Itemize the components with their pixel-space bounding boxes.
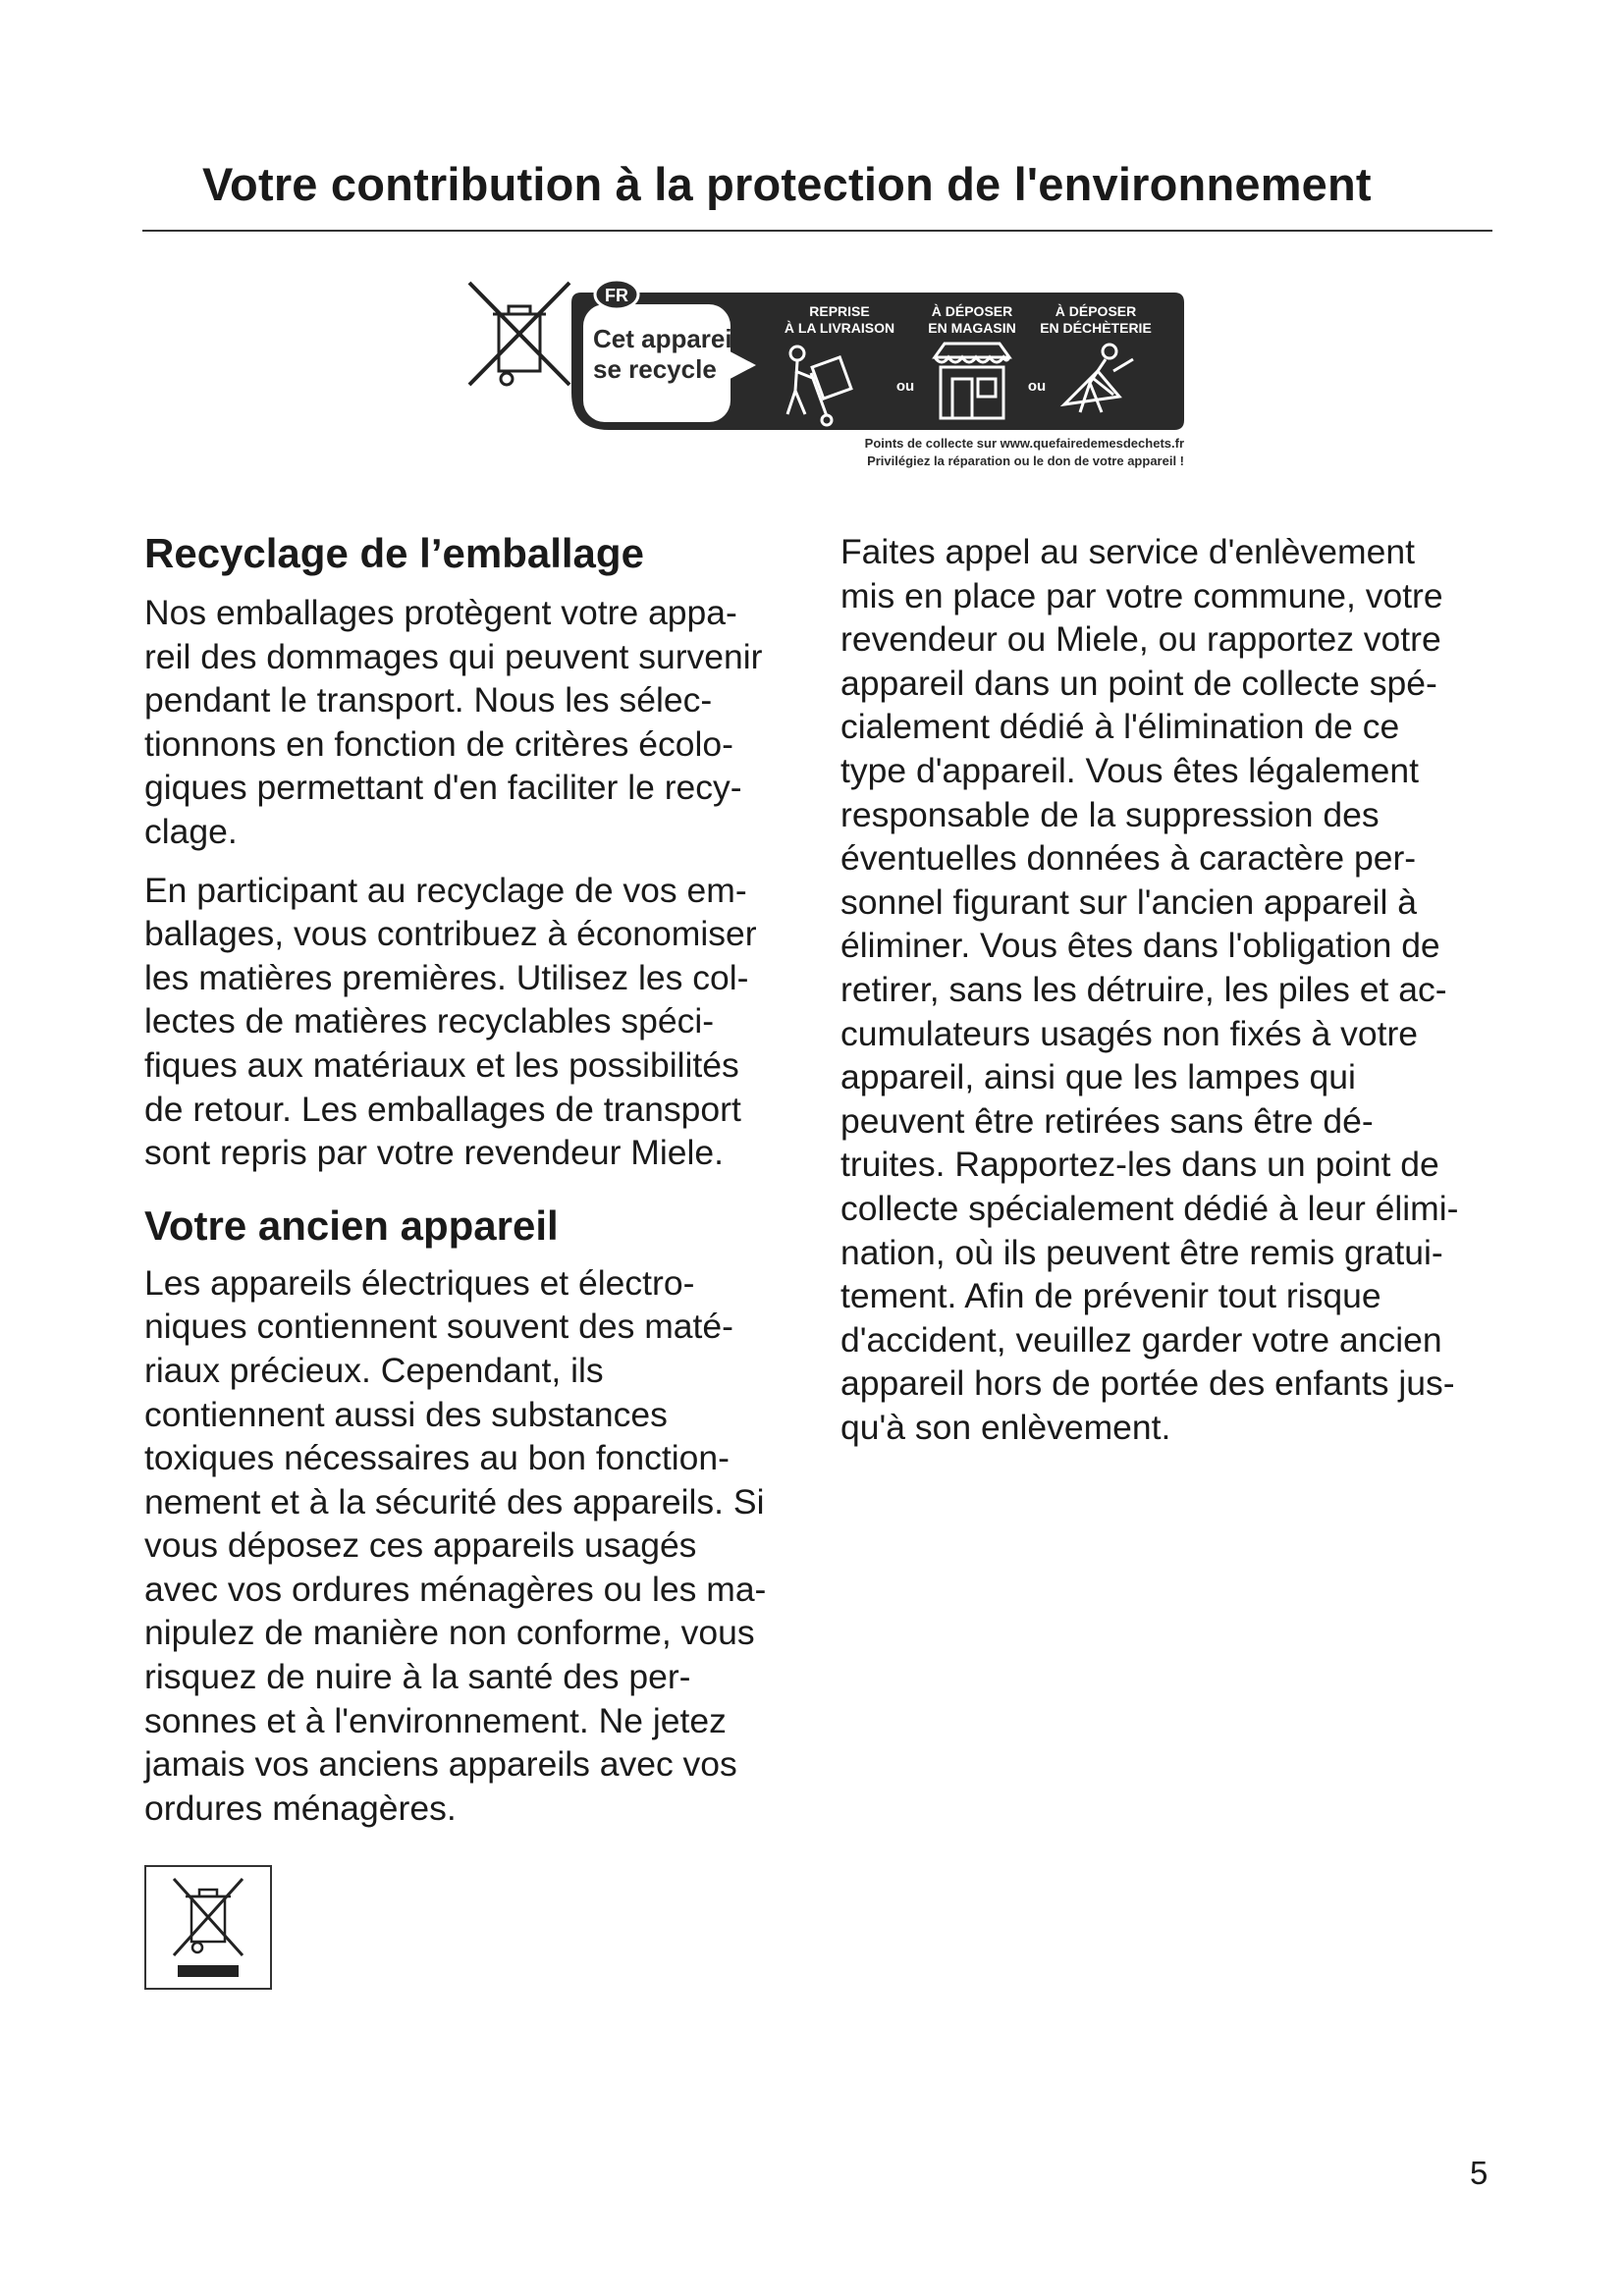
text-line: éliminer. Vous êtes dans l'obligation de xyxy=(840,926,1440,966)
page-title: Votre contribution à la protection de l'environnement xyxy=(202,158,1372,210)
text-line: niques contiennent souvent des maté- xyxy=(144,1307,733,1347)
text-line: riaux précieux. Cependant, ils xyxy=(144,1350,604,1390)
crossed-out-wheelie-bin-icon xyxy=(146,1867,270,1988)
text-line: retirer, sans les détruire, les piles et ac- xyxy=(840,969,1447,1009)
triman-footer-line-1: Points de collecte sur www.quefairedemesdechets.fr xyxy=(864,436,1184,451)
text-line: type d'appareil. Vous êtes légalement xyxy=(840,750,1419,790)
text-line: cialement dédié à l'élimination de ce xyxy=(840,707,1400,747)
separator-1: ou xyxy=(895,378,915,395)
text-line: pendant le transport. Nous les sélec- xyxy=(144,680,713,721)
text-line: Faites appel au service d'enlèvement xyxy=(840,532,1415,571)
option-1-line-1: REPRISE xyxy=(809,303,870,319)
text-line: appareil dans un point de collecte spé- xyxy=(840,663,1437,703)
text-line: ordures ménagères. xyxy=(144,1788,457,1828)
crossed-out-wheelie-bin-icon xyxy=(469,283,569,385)
text-line: nement et à la sécurité des appareils. Si xyxy=(144,1481,765,1522)
text-line: nipulez de manière non conforme, vous xyxy=(144,1613,755,1653)
text-line: éventuelles données à caractère per- xyxy=(840,838,1417,879)
text-line: appareil, ainsi que les lampes qui xyxy=(840,1057,1356,1097)
heading-old-appliance: Votre ancien appareil xyxy=(144,1201,559,1249)
title-divider xyxy=(142,230,1492,232)
page-number: 5 xyxy=(1470,2155,1489,2191)
text-line: responsable de la suppression des xyxy=(840,794,1380,834)
triman-main-text-line-1: Cet appareil xyxy=(593,324,739,353)
option-2-line-1: À DÉPOSER xyxy=(931,303,1013,319)
text-line: Nos emballages protègent votre appa- xyxy=(144,593,737,632)
paragraph-old-appliance xyxy=(144,1261,812,1831)
text-line: sonnel figurant sur l'ancien appareil à xyxy=(840,881,1417,922)
text-line: tionnons en fonction de critères écolo- xyxy=(144,723,733,764)
text-line: revendeur ou Miele, ou rapportez votre xyxy=(840,619,1441,660)
option-1-line-2: À LA LIVRAISON xyxy=(784,320,895,336)
option-2-line-2: EN MAGASIN xyxy=(928,320,1016,336)
text-line: d'accident, veuillez garder votre ancien xyxy=(840,1319,1442,1360)
text-line: clage. xyxy=(144,811,238,851)
text-line: les matières premières. Utilisez les col- xyxy=(144,957,749,997)
option-3-line-1: À DÉPOSER xyxy=(1055,303,1137,319)
triman-footer-line-2: Privilégiez la réparation ou le don de votre appareil ! xyxy=(867,454,1184,468)
text-line: fiques aux matériaux et les possibilités xyxy=(144,1044,739,1085)
text-line: reil des dommages qui peuvent survenir xyxy=(144,636,763,676)
heading-packaging-recycling: Recyclage de l’emballage xyxy=(144,530,644,576)
text-line: de retour. Les emballages de transport xyxy=(144,1089,741,1129)
triman-recycling-logo xyxy=(461,277,1188,473)
text-line: Les appareils électriques et électro- xyxy=(144,1262,695,1303)
country-badge-text: FR xyxy=(605,286,628,305)
paragraph-disposal xyxy=(840,530,1508,1449)
paragraph-packaging-2 xyxy=(144,869,812,1175)
text-line: appareil hors de portée des enfants jus- xyxy=(840,1363,1455,1404)
option-3-line-2: EN DÉCHÈTERIE xyxy=(1040,320,1152,336)
text-line: vous déposez ces appareils usagés xyxy=(144,1525,697,1566)
right-column xyxy=(840,530,1508,1449)
text-line: sonnes et à l'environnement. Ne jetez xyxy=(144,1700,727,1740)
text-line: collecte spécialement dédié à leur élimi- xyxy=(840,1188,1459,1228)
text-line: risquez de nuire à la santé des per- xyxy=(144,1657,691,1697)
text-line: lectes de matières recyclables spéci- xyxy=(144,1001,715,1041)
weee-symbol xyxy=(144,1865,272,1990)
text-line: tement. Afin de prévenir tout risque xyxy=(840,1276,1381,1316)
text-line: sont repris par votre revendeur Miele. xyxy=(144,1133,724,1173)
paragraph-packaging-1 xyxy=(144,591,812,854)
separator-2: ou xyxy=(1027,378,1047,395)
text-line: truites. Rapportez-les dans un point de xyxy=(840,1145,1439,1185)
text-line: cumulateurs usagés non fixés à votre xyxy=(840,1013,1419,1053)
text-line: giques permettant d'en faciliter le recy- xyxy=(144,768,742,808)
text-line: qu'à son enlèvement. xyxy=(840,1407,1171,1447)
triman-main-text-line-2: se recycle xyxy=(593,354,717,384)
left-column xyxy=(144,528,812,1830)
text-line: mis en place par votre commune, votre xyxy=(840,575,1443,615)
text-line: En participant au recyclage de vos em- xyxy=(144,870,747,910)
text-line: ballages, vous contribuez à économiser xyxy=(144,914,757,954)
text-line: toxiques nécessaires au bon fonction- xyxy=(144,1438,730,1478)
text-line: jamais vos anciens appareils avec vos xyxy=(144,1744,737,1785)
text-line: peuvent être retirées sans être dé- xyxy=(840,1100,1374,1141)
text-line: contiennent aussi des substances xyxy=(144,1394,668,1434)
text-line: nation, où ils peuvent être remis gratui- xyxy=(840,1232,1443,1272)
text-line: avec vos ordures ménagères ou les ma- xyxy=(144,1569,767,1609)
